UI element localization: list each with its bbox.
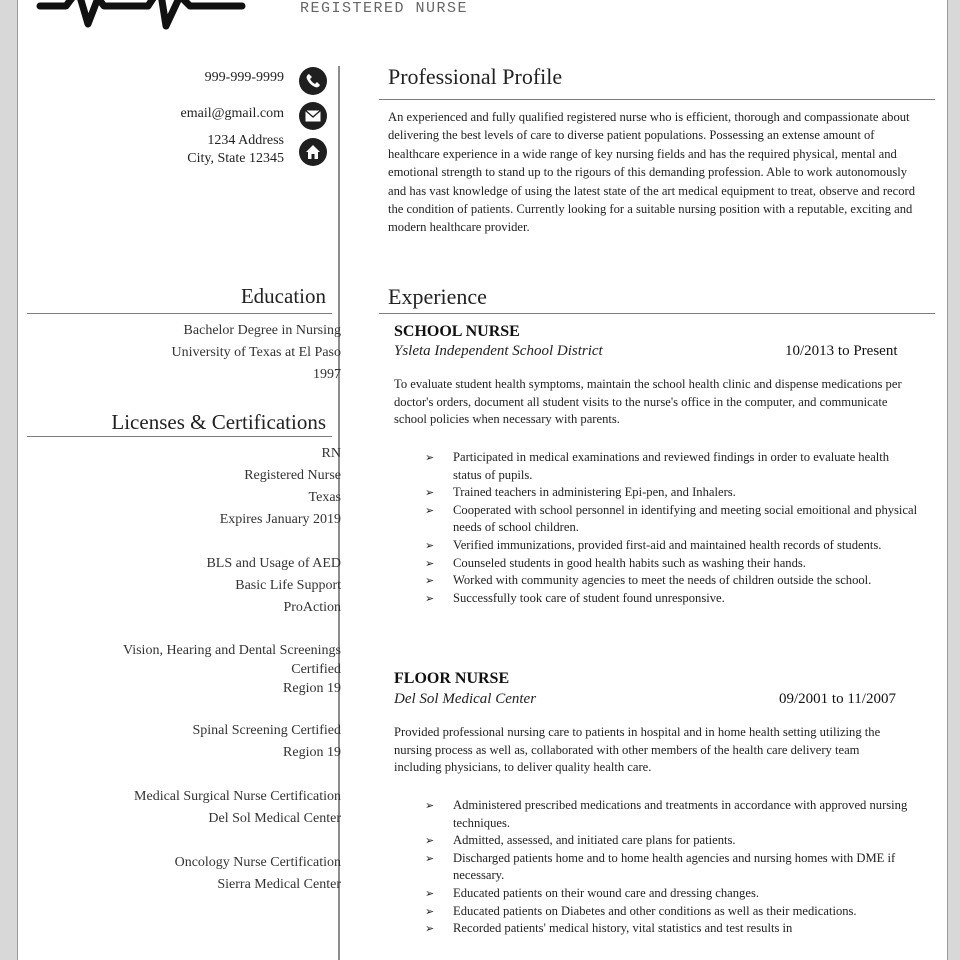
- job-bullet: ➢ Trained teachers in administering Epi-pen, and Inhalers.: [425, 484, 920, 502]
- job-bullet: ➢ Educated patients on their wound care and dressing changes.: [425, 885, 920, 903]
- license-group: [123, 553, 341, 619]
- job-dates: 09/2001 to 11/2007: [779, 691, 896, 707]
- license-group: [123, 443, 341, 531]
- license-line: Vision, Hearing and Dental Screenings: [122, 643, 341, 658]
- profile-rule: [379, 99, 935, 100]
- profile-heading: Professional Profile: [388, 64, 563, 89]
- address-line-1: 1234 Address: [207, 133, 284, 148]
- license-line: ProAction: [283, 600, 341, 615]
- email-icon: [299, 102, 327, 130]
- license-line: Registered Nurse: [244, 468, 341, 483]
- job-bullet: ➢ Worked with community agencies to meet the needs of children outside the school.: [425, 572, 920, 590]
- job-dates: 10/2013 to Present: [785, 343, 898, 359]
- license-group: [123, 720, 341, 764]
- licenses-list: [123, 443, 341, 918]
- job-bullet: ➢ Cooperated with school personnel in identifying and meeting social emoitional and physical needs of school children.: [425, 502, 920, 537]
- resume-subtitle: REGISTERED NURSE: [300, 0, 469, 17]
- job-bullet: ➢ Successfully took care of student found unresponsive.: [425, 590, 920, 608]
- profile-text: An experienced and fully qualified registered nurse who is efficient, thorough and compassionate about delivering the best levels of care to diverse patient populations. Possessing an extense amount of healthcare experience in a wide range of key nursing fields and has the required physical, mental and emotional strength to stand up to the rigours of this demanding profession. Able to work autonomously and has vast knowledge of using the latest state of the art medical equipment to treat, observe and record the condition of patients. Currently looking for a suitable nursing position with a reputable, exciting and modern healthcare provider.: [388, 110, 916, 235]
- license-line: RN: [321, 446, 341, 461]
- job-description: Provided professional nursing care to patients in hospital and in home health setting utilizing the nursing process as well as, collaborated with other members of the health care delivery team including physicians, to deliver quality health care.: [394, 725, 881, 774]
- job-employer: Del Sol Medical Center: [394, 691, 537, 707]
- license-line: BLS and Usage of AED: [206, 556, 341, 571]
- education-school: University of Texas at El Paso: [171, 345, 341, 360]
- license-group: [123, 852, 341, 896]
- education-heading: Education: [240, 284, 326, 308]
- job-bullet: ➢ Administered prescribed medications and treatments in accordance with approved nursing techniques.: [425, 797, 920, 832]
- licenses-rule: [27, 436, 332, 437]
- experience-rule: [379, 313, 935, 314]
- licenses-heading: Licenses & Certifications: [111, 410, 326, 434]
- job-bullets: [425, 797, 920, 938]
- experience-heading: Experience: [388, 284, 487, 309]
- home-icon: [299, 138, 327, 166]
- license-line: Region 19: [283, 745, 341, 760]
- license-line: Del Sol Medical Center: [208, 811, 341, 826]
- job-bullet: ➢ Recorded patients' medical history, vital statistics and test results in: [425, 920, 920, 938]
- education-degree: Bachelor Degree in Nursing: [183, 323, 341, 338]
- license-line: Basic Life Support: [235, 578, 341, 593]
- license-line: Region 19: [283, 681, 341, 696]
- email-text: email@gmail.com: [180, 106, 284, 121]
- job-bullet: ➢ Discharged patients home and to home health agencies and nursing homes with DME if necessary.: [425, 850, 920, 885]
- job-bullet: ➢ Educated patients on Diabetes and other conditions as well as their medications.: [425, 903, 920, 921]
- job-bullets: [425, 449, 920, 607]
- job-description: To evaluate student health symptoms, maintain the school health clinic and dispense medications per doctor's orders, document all student visits to the nurse's office in the computer, and communicate school policies when necessary with parents.: [394, 377, 902, 426]
- license-group: [123, 786, 341, 830]
- license-group: [123, 641, 341, 698]
- job-bullet: ➢ Verified immunizations, provided first-aid and maintained health records of students.: [425, 537, 920, 555]
- heartbeat-logo: [30, 0, 270, 40]
- license-line: Texas: [308, 490, 341, 505]
- license-line: Expires January 2019: [219, 512, 341, 527]
- license-line: Certified: [291, 662, 341, 677]
- license-line: Spinal Screening Certified: [192, 723, 341, 738]
- education-details: [172, 320, 341, 386]
- job-employer: Ysleta Independent School District: [394, 343, 603, 359]
- license-line: Sierra Medical Center: [217, 877, 341, 892]
- job-title: FLOOR NURSE: [394, 670, 510, 687]
- education-year: 1997: [313, 367, 341, 382]
- license-line: Medical Surgical Nurse Certification: [134, 789, 341, 804]
- job-bullet: ➢ Participated in medical examinations and reviewed findings in order to evaluate health status of pupils.: [425, 449, 920, 484]
- phone-text: 999-999-9999: [204, 70, 284, 85]
- education-rule: [27, 313, 332, 314]
- license-line: Oncology Nurse Certification: [174, 855, 341, 870]
- phone-icon: [299, 67, 327, 95]
- job-bullet: ➢ Counseled students in good health habits such as washing their hands.: [425, 555, 920, 573]
- address-line-2: City, State 12345: [187, 151, 284, 166]
- job-bullet: ➢ Admitted, assessed, and initiated care plans for patients.: [425, 832, 920, 850]
- job-title: SCHOOL NURSE: [394, 323, 520, 340]
